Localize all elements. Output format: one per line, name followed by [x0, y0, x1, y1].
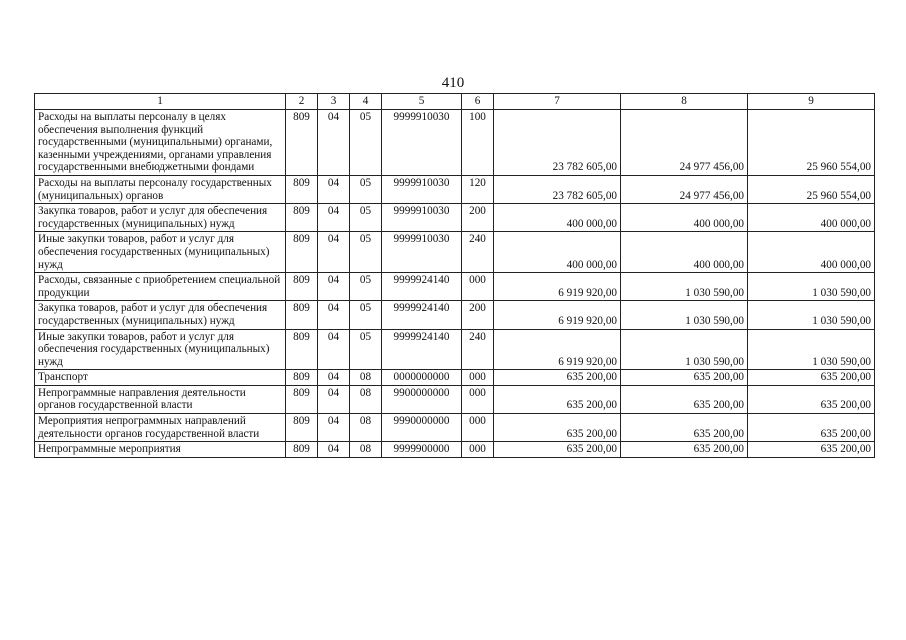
ministry-code-cell: 809 — [286, 442, 318, 458]
amount-col7-cell: 6 919 920,00 — [494, 273, 621, 301]
subsection-code-cell: 05 — [350, 204, 382, 232]
amount-col9-cell: 1 030 590,00 — [748, 301, 875, 329]
expense-type-cell: 200 — [462, 204, 494, 232]
amount-col8-cell: 635 200,00 — [621, 414, 748, 442]
section-code-cell: 04 — [318, 385, 350, 413]
expense-type-cell: 000 — [462, 414, 494, 442]
expense-type-cell: 000 — [462, 370, 494, 386]
amount-col7-cell: 400 000,00 — [494, 204, 621, 232]
amount-col8-cell: 635 200,00 — [621, 442, 748, 458]
amount-col9-cell: 635 200,00 — [748, 414, 875, 442]
column-header: 1 — [35, 94, 286, 110]
target-article-cell: 0000000000 — [382, 370, 462, 386]
subsection-code-cell: 05 — [350, 273, 382, 301]
amount-col8-cell: 1 030 590,00 — [621, 273, 748, 301]
target-article-cell: 9999910030 — [382, 110, 462, 176]
table-row — [35, 175, 875, 203]
column-header: 5 — [382, 94, 462, 110]
amount-col9-cell: 25 960 554,00 — [748, 110, 875, 176]
budget-table — [34, 93, 875, 458]
subsection-code-cell: 05 — [350, 301, 382, 329]
expense-name-cell: Расходы на выплаты персоналу государственных (муниципальных) органов — [35, 175, 286, 203]
expense-type-cell: 000 — [462, 385, 494, 413]
subsection-code-cell: 08 — [350, 385, 382, 413]
target-article-cell: 9999910030 — [382, 175, 462, 203]
amount-col8-cell: 400 000,00 — [621, 204, 748, 232]
subsection-code-cell: 05 — [350, 329, 382, 370]
column-header: 6 — [462, 94, 494, 110]
table-row — [35, 204, 875, 232]
section-code-cell: 04 — [318, 273, 350, 301]
target-article-cell: 9999924140 — [382, 301, 462, 329]
column-header: 8 — [621, 94, 748, 110]
table-row — [35, 110, 875, 176]
expense-name-cell: Закупка товаров, работ и услуг для обеспечения государственных (муниципальных) нужд — [35, 301, 286, 329]
subsection-code-cell: 08 — [350, 442, 382, 458]
target-article-cell: 9999900000 — [382, 442, 462, 458]
target-article-cell: 9999910030 — [382, 232, 462, 273]
amount-col9-cell: 1 030 590,00 — [748, 329, 875, 370]
ministry-code-cell: 809 — [286, 301, 318, 329]
table-body — [35, 110, 875, 458]
section-code-cell: 04 — [318, 370, 350, 386]
ministry-code-cell: 809 — [286, 414, 318, 442]
expense-name-cell: Закупка товаров, работ и услуг для обеспечения государственных (муниципальных) нужд — [35, 204, 286, 232]
table-row — [35, 301, 875, 329]
section-code-cell: 04 — [318, 175, 350, 203]
table-row — [35, 442, 875, 458]
expense-name-cell: Мероприятия непрограммных направлений деятельности органов государственной власти — [35, 414, 286, 442]
amount-col9-cell: 400 000,00 — [748, 232, 875, 273]
expense-type-cell: 240 — [462, 329, 494, 370]
amount-col7-cell: 635 200,00 — [494, 385, 621, 413]
amount-col7-cell: 6 919 920,00 — [494, 301, 621, 329]
column-header: 4 — [350, 94, 382, 110]
ministry-code-cell: 809 — [286, 175, 318, 203]
amount-col9-cell: 635 200,00 — [748, 385, 875, 413]
ministry-code-cell: 809 — [286, 204, 318, 232]
amount-col9-cell: 635 200,00 — [748, 442, 875, 458]
section-code-cell: 04 — [318, 329, 350, 370]
subsection-code-cell: 08 — [350, 370, 382, 386]
target-article-cell: 9999910030 — [382, 204, 462, 232]
expense-name-cell: Непрограммные направления деятельности органов государственной власти — [35, 385, 286, 413]
ministry-code-cell: 809 — [286, 385, 318, 413]
column-header: 9 — [748, 94, 875, 110]
page-number: 410 — [441, 75, 465, 91]
target-article-cell: 9990000000 — [382, 414, 462, 442]
amount-col7-cell: 635 200,00 — [494, 370, 621, 386]
expense-type-cell: 100 — [462, 110, 494, 176]
section-code-cell: 04 — [318, 232, 350, 273]
amount-col7-cell: 6 919 920,00 — [494, 329, 621, 370]
amount-col9-cell: 635 200,00 — [748, 370, 875, 386]
subsection-code-cell: 05 — [350, 232, 382, 273]
subsection-code-cell: 05 — [350, 175, 382, 203]
expense-name-cell: Расходы, связанные с приобретением специальной продукции — [35, 273, 286, 301]
expense-name-cell: Иные закупки товаров, работ и услуг для обеспечения государственных (муниципальных) нужд — [35, 329, 286, 370]
amount-col8-cell: 635 200,00 — [621, 385, 748, 413]
expense-name-cell: Расходы на выплаты персоналу в целях обеспечения выполнения функций государственными (муниципальными) органами, казенными учреждениями, органами управления государственными внебюджетными фондами — [35, 110, 286, 176]
column-header: 2 — [286, 94, 318, 110]
table-row — [35, 370, 875, 386]
table-row — [35, 385, 875, 413]
expense-type-cell: 200 — [462, 301, 494, 329]
section-code-cell: 04 — [318, 204, 350, 232]
amount-col8-cell: 24 977 456,00 — [621, 110, 748, 176]
table-header-row — [35, 94, 875, 110]
section-code-cell: 04 — [318, 414, 350, 442]
expense-name-cell: Иные закупки товаров, работ и услуг для обеспечения государственных (муниципальных) нужд — [35, 232, 286, 273]
expense-name-cell: Транспорт — [35, 370, 286, 386]
amount-col7-cell: 23 782 605,00 — [494, 175, 621, 203]
column-header: 3 — [318, 94, 350, 110]
target-article-cell: 9999924140 — [382, 329, 462, 370]
column-header: 7 — [494, 94, 621, 110]
amount-col7-cell: 400 000,00 — [494, 232, 621, 273]
expense-type-cell: 000 — [462, 442, 494, 458]
ministry-code-cell: 809 — [286, 370, 318, 386]
ministry-code-cell: 809 — [286, 329, 318, 370]
target-article-cell: 9999924140 — [382, 273, 462, 301]
section-code-cell: 04 — [318, 110, 350, 176]
amount-col7-cell: 635 200,00 — [494, 414, 621, 442]
amount-col9-cell: 400 000,00 — [748, 204, 875, 232]
amount-col8-cell: 24 977 456,00 — [621, 175, 748, 203]
amount-col8-cell: 400 000,00 — [621, 232, 748, 273]
amount-col8-cell: 1 030 590,00 — [621, 301, 748, 329]
amount-col9-cell: 1 030 590,00 — [748, 273, 875, 301]
target-article-cell: 9900000000 — [382, 385, 462, 413]
table-row — [35, 329, 875, 370]
expense-type-cell: 120 — [462, 175, 494, 203]
ministry-code-cell: 809 — [286, 110, 318, 176]
section-code-cell: 04 — [318, 301, 350, 329]
section-code-cell: 04 — [318, 442, 350, 458]
amount-col7-cell: 23 782 605,00 — [494, 110, 621, 176]
table-row — [35, 232, 875, 273]
amount-col7-cell: 635 200,00 — [494, 442, 621, 458]
amount-col8-cell: 1 030 590,00 — [621, 329, 748, 370]
table-row — [35, 414, 875, 442]
expense-name-cell: Непрограммные мероприятия — [35, 442, 286, 458]
subsection-code-cell: 08 — [350, 414, 382, 442]
ministry-code-cell: 809 — [286, 273, 318, 301]
expense-type-cell: 000 — [462, 273, 494, 301]
amount-col9-cell: 25 960 554,00 — [748, 175, 875, 203]
amount-col8-cell: 635 200,00 — [621, 370, 748, 386]
subsection-code-cell: 05 — [350, 110, 382, 176]
expense-type-cell: 240 — [462, 232, 494, 273]
table-row — [35, 273, 875, 301]
ministry-code-cell: 809 — [286, 232, 318, 273]
